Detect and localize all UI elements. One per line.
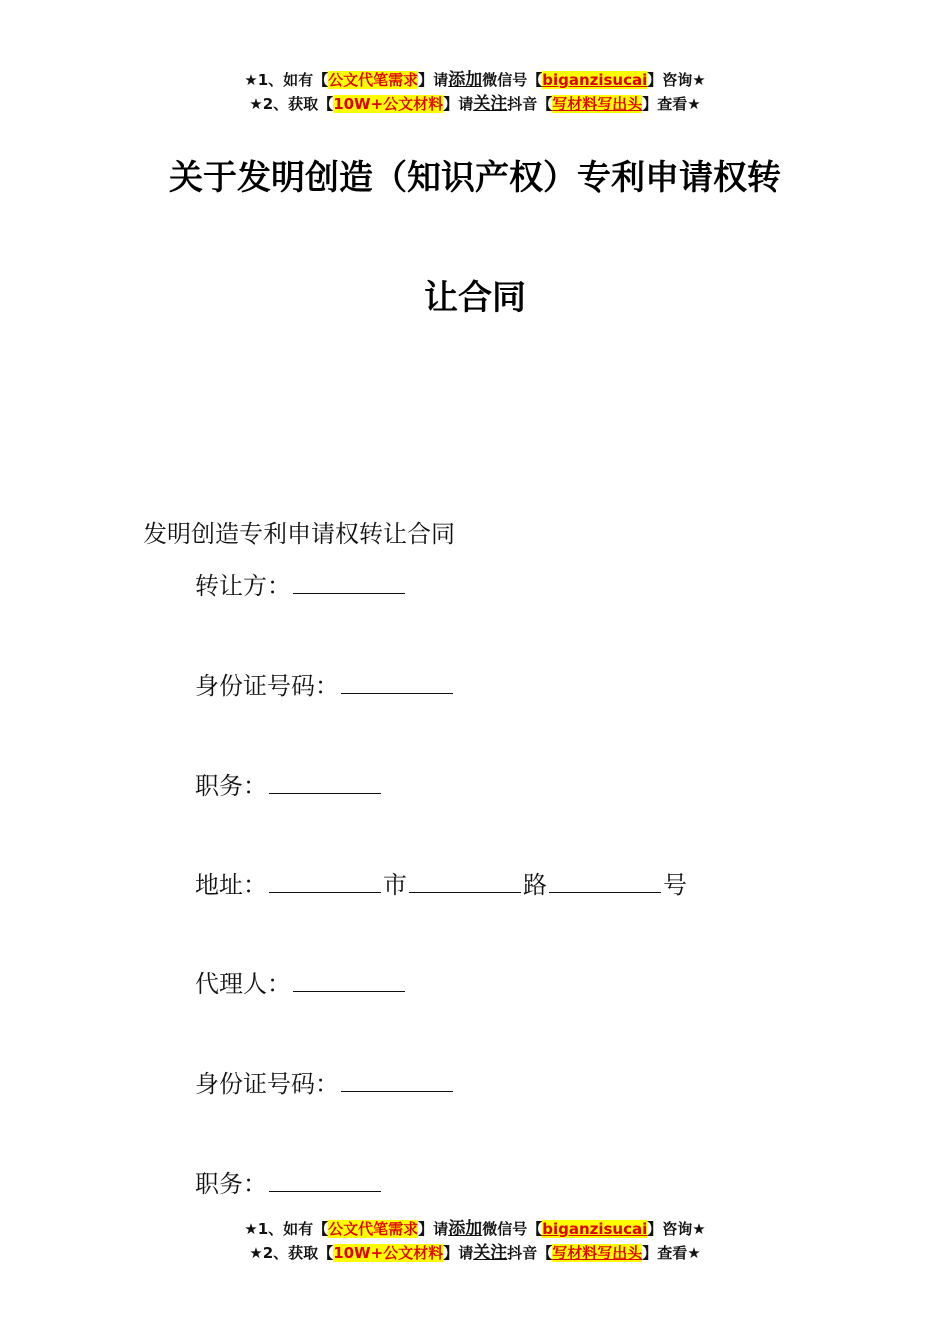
field-transferor: 转让方：: [195, 566, 407, 601]
field-address: 地址： 市 路 号: [195, 871, 687, 899]
field-position-1: 职务：: [195, 766, 383, 801]
wechat-id: biganzisucai: [542, 71, 648, 89]
field-id-number-1: 身份证号码：: [195, 666, 455, 701]
blank-line: [269, 870, 381, 893]
blank-line: [269, 1169, 381, 1192]
blank-line: [341, 671, 453, 694]
banner-highlight: 10W+公文材料: [333, 95, 444, 113]
top-banner: [0, 68, 950, 116]
blank-line: [341, 1069, 453, 1092]
blank-line: [293, 571, 405, 594]
douyin-account: 写材料写出头: [552, 95, 643, 113]
banner-line-2: ★2、获取【10W+公文材料】请关注抖音【写材料写出头】查看★: [249, 1243, 701, 1263]
contract-subtitle: 发明创造专利申请权转让合同: [143, 520, 455, 548]
field-agent: 代理人：: [195, 964, 407, 999]
banner-highlight: 公文代笔需求: [328, 71, 419, 89]
blank-line: [549, 870, 661, 893]
field-id-number-2: 身份证号码：: [195, 1064, 455, 1099]
blank-line: [409, 870, 521, 893]
blank-line: [269, 771, 381, 794]
wechat-id: biganzisucai: [542, 1220, 648, 1238]
banner-highlight: 公文代笔需求: [328, 1220, 419, 1238]
banner-line-2: ★2、获取【10W+公文材料】请关注抖音【写材料写出头】查看★: [249, 94, 701, 114]
blank-line: [293, 969, 405, 992]
bottom-banner: [0, 1217, 950, 1265]
field-position-2: 职务：: [195, 1164, 383, 1199]
banner-line-1: ★1、如有【公文代笔需求】请添加微信号【biganzisucai】咨询★: [244, 1219, 706, 1239]
banner-line-1: ★1、如有【公文代笔需求】请添加微信号【biganzisucai】咨询★: [244, 70, 706, 90]
page-title-line-2: 让合同: [424, 278, 526, 318]
banner-highlight: 10W+公文材料: [333, 1244, 444, 1262]
douyin-account: 写材料写出头: [552, 1244, 643, 1262]
page-title-line-1: 关于发明创造（知识产权）专利申请权转: [169, 158, 781, 198]
